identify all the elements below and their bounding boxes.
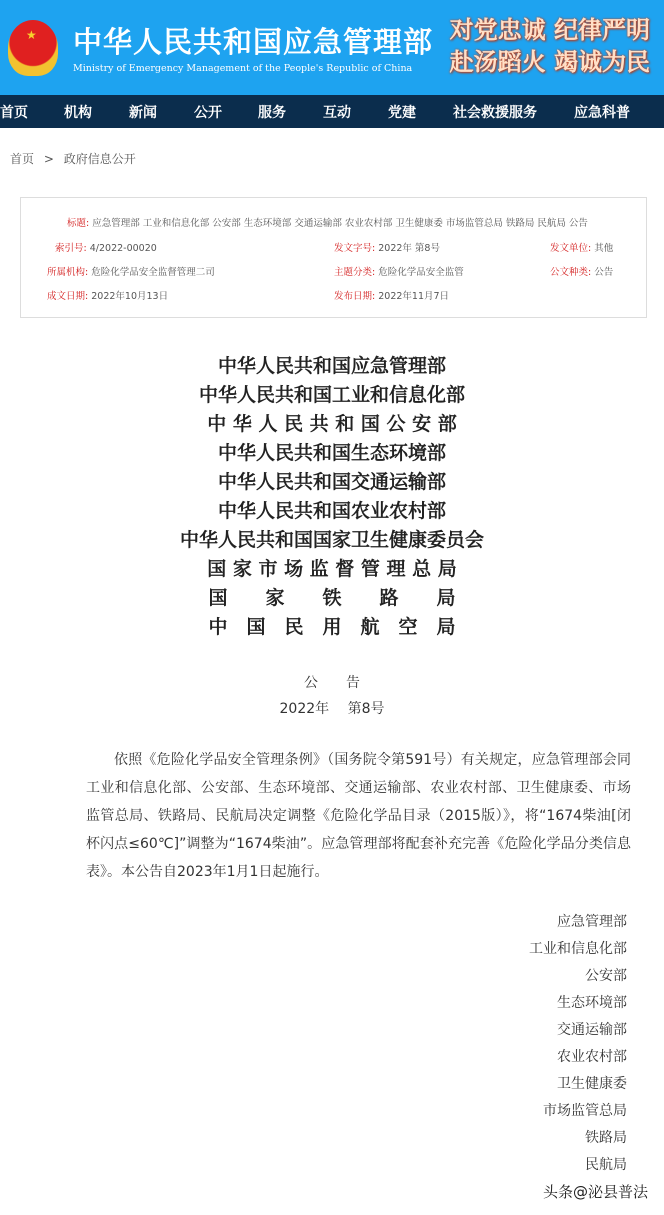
issuer: 中华人民共和国应急管理部 [217, 355, 446, 377]
nav-organization[interactable]: 机构 [64, 104, 92, 121]
breadcrumb-separator: > [43, 152, 54, 166]
label: 所属机构: [47, 267, 89, 278]
nav-home[interactable]: 首页 [0, 104, 28, 121]
value: 其他 [594, 243, 614, 254]
signature: 工业和信息化部 [529, 941, 627, 957]
issuer: 中 华 人 民 共 和 国 公 安 部 [207, 413, 457, 435]
label: 成文日期: [47, 291, 89, 302]
signature: 民航局 [585, 1157, 627, 1173]
breadcrumb-home[interactable]: 首页 [10, 152, 35, 166]
value: 应急管理部 工业和信息化部 公安部 生态环境部 交通运输部 农业农村部 卫生健康委 市场监管总局 铁路局 民航局 公告 [92, 218, 588, 229]
label: 标题: [67, 218, 90, 229]
issuer: 中华人民共和国生态环境部 [217, 442, 446, 464]
label: 发文字号: [334, 243, 376, 254]
nav-news[interactable]: 新闻 [129, 104, 157, 121]
issuer: 中华人民共和国工业和信息化部 [198, 384, 465, 406]
national-emblem-icon: ★ [8, 20, 58, 76]
signature: 卫生健康委 [557, 1076, 627, 1092]
nav-rescue-service[interactable]: 社会救援服务 [453, 104, 537, 121]
nav-science[interactable]: 应急科普 [574, 104, 630, 121]
signature: 交通运输部 [557, 1022, 627, 1038]
doc-number: 2022年 第8号 [279, 701, 385, 717]
nav-party[interactable]: 党建 [388, 104, 416, 121]
doc-type: 公 告 [304, 675, 360, 691]
document-info-box [20, 197, 647, 318]
nav-service[interactable]: 服务 [258, 104, 286, 121]
breadcrumb-current[interactable]: 政府信息公开 [63, 152, 136, 166]
main-nav [0, 95, 664, 128]
issuer: 国 家 铁 路 局 [208, 587, 456, 609]
issuer: 中 国 民 用 航 空 局 [208, 616, 456, 638]
label: 公文种类: [550, 267, 592, 278]
signature: 应急管理部 [557, 914, 627, 930]
label: 发布日期: [334, 291, 376, 302]
value: 危险化学品安全监督管理二司 [91, 267, 215, 278]
signature: 公安部 [585, 968, 627, 984]
signature: 农业农村部 [557, 1049, 627, 1065]
doc-body: 依照《危险化学品安全管理条例》（国务院令第591号）有关规定，应急管理部会同工业和信息化部、公安部、生态环境部、交通运输部、农业农村部、卫生健康委、市场监管总局、铁路局、民航局决定调整《危险化学品目录（2015版）》，将“1674柴油[闭杯闪点≤60℃]”调整为“1674柴油”。应急管理部将配套补充完善《危险化学品分类信息表》。本公告自2023年1月1日起施行。 [86, 752, 631, 880]
issuer: 中华人民共和国交通运输部 [217, 471, 446, 493]
signature: 生态环境部 [557, 995, 627, 1011]
signature: 铁路局 [585, 1130, 627, 1146]
label: 发文单位: [550, 243, 592, 254]
watermark: 头条@泌县普法 [542, 1183, 648, 1201]
value: 公告 [594, 267, 614, 278]
site-subtitle: Ministry of Emergency Management of the People's Republic of China [73, 63, 413, 74]
site-header [0, 0, 664, 95]
value: 2022年11月7日 [378, 291, 450, 302]
signature: 市场监管总局 [543, 1103, 627, 1119]
issuing-authorities [0, 352, 664, 642]
value: 4/2022-00020 [89, 243, 157, 254]
issuer: 国 家 市 场 监 督 管 理 总 局 [207, 558, 457, 580]
signatures [529, 909, 627, 1179]
site-title[interactable]: 中华人民共和国应急管理部 [73, 25, 434, 59]
value: 危险化学品安全监管 [378, 267, 464, 278]
issuer: 中华人民共和国农业农村部 [217, 500, 446, 522]
value: 2022年10月13日 [91, 291, 169, 302]
issuer: 中华人民共和国国家卫生健康委员会 [179, 529, 484, 551]
breadcrumb [10, 150, 136, 167]
nav-public[interactable]: 公开 [194, 104, 222, 121]
label: 索引号: [55, 243, 87, 254]
slogan: 对党忠诚 纪律严明 赴汤蹈火 竭诚为民 [449, 15, 650, 76]
nav-interaction[interactable]: 互动 [323, 104, 351, 121]
value: 2022年 第8号 [378, 243, 440, 254]
label: 主题分类: [334, 267, 376, 278]
